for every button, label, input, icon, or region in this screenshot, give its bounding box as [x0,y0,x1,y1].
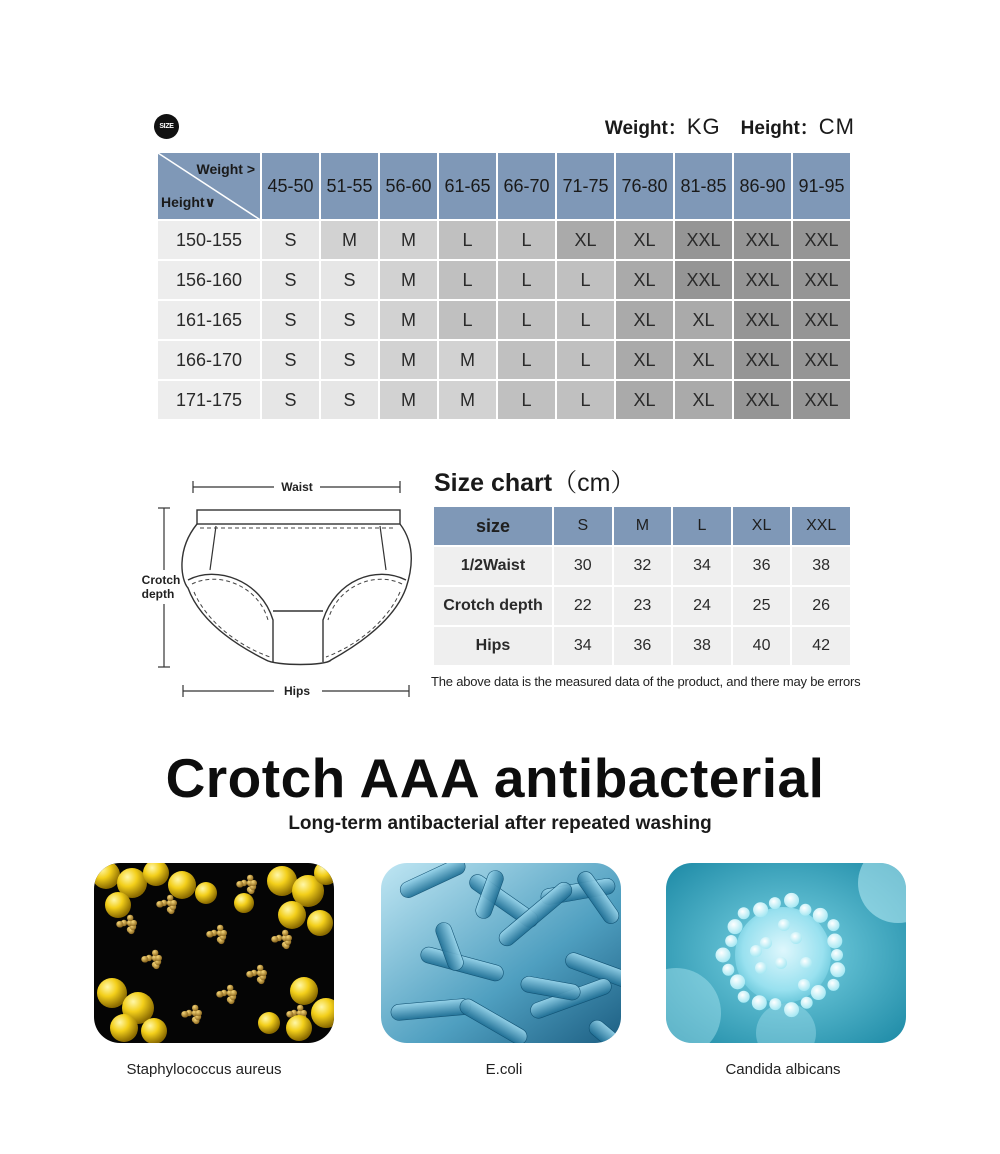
size-cell: S [261,300,320,340]
size-cell: L [556,380,615,420]
size-cell: XL [615,340,674,380]
size-column-header: M [613,506,673,546]
size-header-label: size [433,506,553,546]
height-row-header: 171-175 [157,380,261,420]
size-cell: XXL [674,260,733,300]
table-row [433,586,851,626]
height-unit-label: Height： [740,118,819,139]
size-chart-unit: （cm） [552,469,636,497]
antibacterial-subhead: Long-term antibacterial after repeated washing [288,813,712,834]
size-cell: S [261,220,320,260]
caption-candida: Candida albicans [725,1061,841,1078]
measurement-value: 30 [553,546,613,586]
measurement-value: 22 [553,586,613,626]
measurement-value: 34 [553,626,613,666]
size-column-header: XL [732,506,792,546]
measurement-table [432,505,852,667]
size-cell: L [497,380,556,420]
measurement-label: Hips [433,626,553,666]
measurement-value: 36 [613,626,673,666]
table-row [157,380,851,420]
staphylococcus-image [94,863,334,1043]
size-cell: XXL [792,380,851,420]
size-cell: L [497,220,556,260]
weight-column-header: 81-85 [674,152,733,220]
size-chart-title-text: Size chart [434,469,553,497]
waist-label: Waist [281,480,313,494]
size-cell: M [379,300,438,340]
candida-image [666,863,906,1043]
size-cell: XXL [733,380,792,420]
measurement-label: 1/2Waist [433,546,553,586]
measurement-value: 38 [791,546,851,586]
table-row [157,300,851,340]
table-row [157,220,851,260]
size-cell: XL [615,380,674,420]
size-cell: XXL [733,260,792,300]
size-badge-icon: SIZE [154,114,179,139]
table-row [157,260,851,300]
size-cell: XL [615,300,674,340]
caption-staphylococcus: Staphylococcus aureus [126,1061,282,1078]
size-cell: S [261,380,320,420]
size-cell: L [497,260,556,300]
briefs-measurement-diagram [136,470,416,700]
weight-column-header: 66-70 [497,152,556,220]
size-column-header: S [553,506,613,546]
measurement-value: 23 [613,586,673,626]
weight-column-header: 76-80 [615,152,674,220]
size-cell: M [438,380,497,420]
weight-axis-label: Weight > [196,161,255,177]
size-cell: L [497,340,556,380]
table-row [433,546,851,586]
table-corner-header [157,152,261,220]
size-cell: XXL [792,260,851,300]
size-cell: S [261,340,320,380]
weight-column-header: 86-90 [733,152,792,220]
size-cell: XXL [792,220,851,260]
measurement-value: 26 [791,586,851,626]
table-row [157,340,851,380]
size-cell: L [438,220,497,260]
size-cell: L [556,260,615,300]
weight-column-header: 61-65 [438,152,497,220]
measurement-label: Crotch depth [433,586,553,626]
size-cell: XL [674,380,733,420]
size-cell: L [438,260,497,300]
size-cell: L [497,300,556,340]
weight-column-header: 91-95 [792,152,851,220]
measurement-value: 36 [732,546,792,586]
measurement-value: 34 [672,546,732,586]
size-cell: L [438,300,497,340]
measurement-value: 24 [672,586,732,626]
ecoli-image [381,863,621,1043]
weight-unit-label: Weight： [604,118,687,139]
size-cell: XXL [733,300,792,340]
units-legend [605,113,855,140]
size-cell: M [320,220,379,260]
size-cell: XXL [792,340,851,380]
size-cell: XL [615,260,674,300]
antibacterial-headline: Crotch AAA antibacterial [165,747,825,809]
measurement-value: 32 [613,546,673,586]
measurement-note: The above data is the measured data of the product, and there may be errors [431,674,861,689]
height-unit: CM [818,114,855,139]
weight-column-header: 51-55 [320,152,379,220]
size-cell: XXL [792,300,851,340]
height-weight-size-table [156,151,852,421]
size-cell: XXL [733,220,792,260]
size-cell: S [320,300,379,340]
weight-column-header: 45-50 [261,152,320,220]
hips-label: Hips [283,684,311,698]
size-cell: M [438,340,497,380]
size-cell: XXL [674,220,733,260]
weight-column-header: 71-75 [556,152,615,220]
size-cell: XL [674,300,733,340]
weight-column-header: 56-60 [379,152,438,220]
size-column-header: L [672,506,732,546]
size-cell: XL [615,220,674,260]
height-row-header: 156-160 [157,260,261,300]
size-cell: L [556,340,615,380]
measurement-value: 40 [732,626,792,666]
size-cell: S [261,260,320,300]
size-cell: M [379,260,438,300]
height-row-header: 161-165 [157,300,261,340]
size-cell: L [556,300,615,340]
size-cell: M [379,340,438,380]
size-chart-title [434,463,635,499]
size-column-header: XXL [791,506,851,546]
caption-ecoli: E.coli [485,1061,523,1078]
size-cell: M [379,380,438,420]
size-cell: XL [674,340,733,380]
height-axis-label: Height∨ [161,194,216,210]
size-cell: S [320,260,379,300]
measurement-value: 42 [791,626,851,666]
measurement-value: 25 [732,586,792,626]
size-cell: XL [556,220,615,260]
height-row-header: 150-155 [157,220,261,260]
size-cell: S [320,380,379,420]
measurement-value: 38 [672,626,732,666]
crotch-label: Crotch [141,573,181,587]
weight-unit: KG [686,114,721,139]
depth-label: depth [141,587,175,601]
table-row [433,626,851,666]
height-row-header: 166-170 [157,340,261,380]
size-cell: S [320,340,379,380]
size-cell: M [379,220,438,260]
size-cell: XXL [733,340,792,380]
